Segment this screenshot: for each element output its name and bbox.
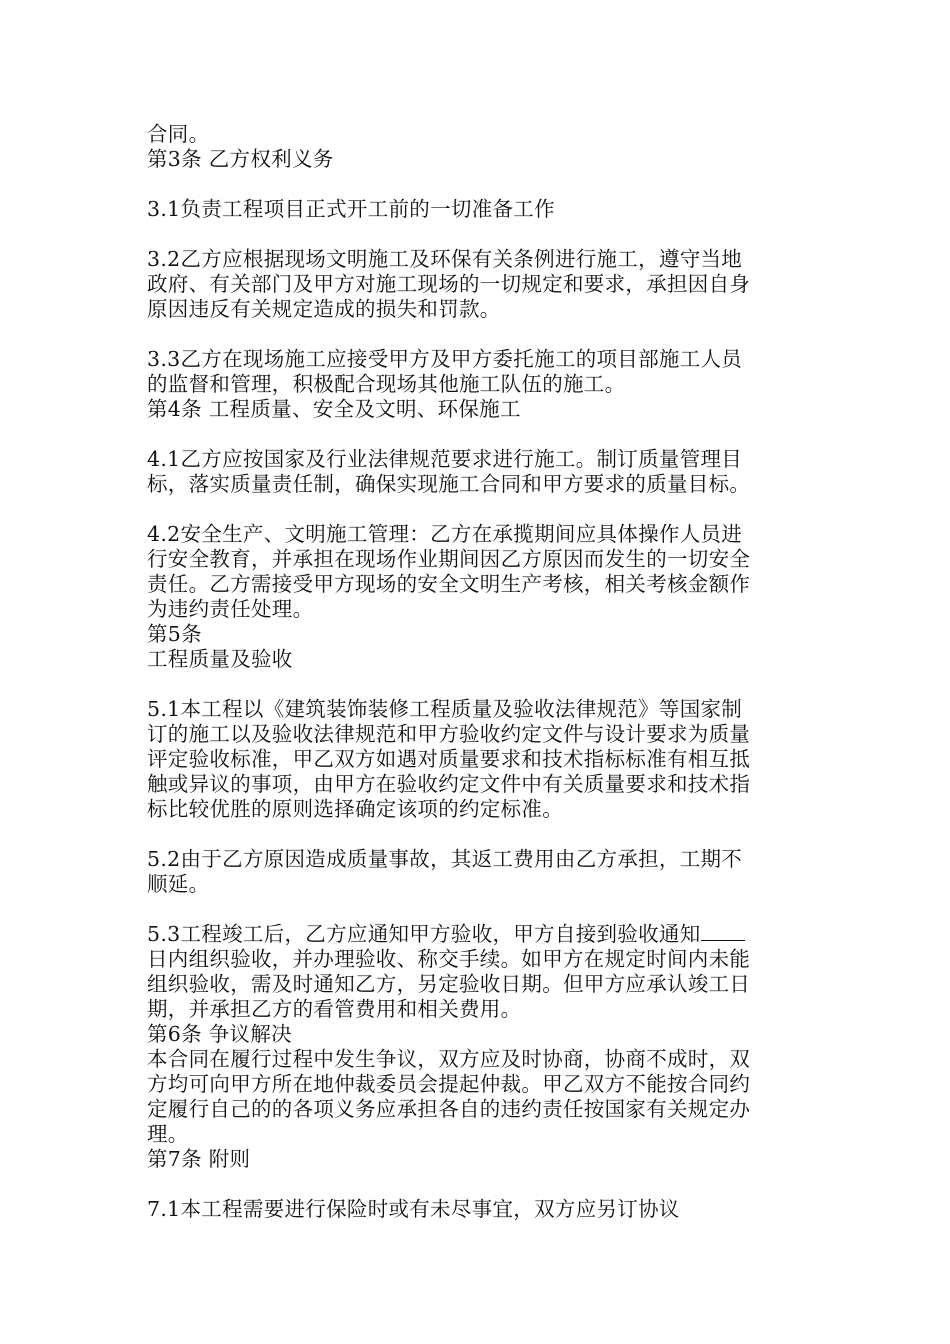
paragraph-gap — [147, 222, 809, 247]
document-page — [147, 122, 809, 1222]
section-heading: 第5条 — [147, 622, 202, 646]
text-line-with-blank — [147, 922, 809, 947]
text-line: 5.3工程竣工后，乙方应通知甲方验收，甲方自接到验收通知 — [147, 922, 701, 946]
text-line: 顺延。 — [147, 872, 210, 896]
text-line: 5.2由于乙方原因造成质量事故，其返工费用由乙方承担，工期不 — [147, 847, 743, 871]
text-line: 日内组织验收，并办理验收、称交手续。如甲方在规定时间内未能 — [147, 947, 751, 971]
paragraph-gap — [147, 1172, 809, 1197]
text-line: 7.1本工程需要进行保险时或有未尽事宜，双方应另订协议 — [147, 1197, 680, 1221]
text-line: 原因违反有关规定造成的损失和罚款。 — [147, 297, 501, 321]
paragraph-gap — [147, 422, 809, 447]
text-line: 标比较优胜的原则选择确定该项的约定标准。 — [147, 797, 563, 821]
text-line: 标，落实质量责任制，确保实现施工合同和甲方要求的质量目标。 — [147, 472, 751, 496]
text-line: 组织验收，需及时通知乙方，另定验收日期。但甲方应承认竣工日 — [147, 972, 751, 996]
text-line: 3.3乙方在现场施工应接受甲方及甲方委托施工的项目部施工人员 — [147, 347, 743, 371]
text-line: 5.1本工程以《建筑装饰装修工程质量及验收法律规范》等国家制 — [147, 697, 743, 721]
text-line: 合同。 — [147, 122, 210, 146]
paragraph-gap — [147, 172, 809, 197]
paragraph-gap — [147, 322, 809, 347]
text-line: 触或异议的事项，由甲方在验收约定文件中有关质量要求和技术指 — [147, 772, 751, 796]
text-line: 3.2乙方应根据现场文明施工及环保有关条例进行施工，遵守当地 — [147, 247, 743, 271]
text-line: 行安全教育，并承担在现场作业期间因乙方原因而发生的一切安全 — [147, 547, 751, 571]
paragraph-gap — [147, 822, 809, 847]
text-line: 的监督和管理，积极配合现场其他施工队伍的施工。 — [147, 372, 626, 396]
text-line: 期，并承担乙方的看管费用和相关费用。 — [147, 997, 522, 1021]
section-heading: 第4条 工程质量、安全及文明、环保施工 — [147, 397, 521, 421]
fill-in-blank — [701, 922, 745, 941]
section-heading: 第6条 争议解决 — [147, 1022, 292, 1046]
text-line: 方均可向甲方所在地仲裁委员会提起仲裁。甲乙双方不能按合同约 — [147, 1072, 751, 1096]
text-line: 理。 — [147, 1122, 189, 1146]
section-heading: 工程质量及验收 — [147, 647, 293, 671]
section-heading: 第3条 乙方权利义务 — [147, 147, 334, 171]
text-line: 3.1负责工程项目正式开工前的一切准备工作 — [147, 197, 555, 221]
text-line: 本合同在履行过程中发生争议，双方应及时协商，协商不成时，双 — [147, 1047, 751, 1071]
text-line: 订的施工以及验收法律规范和甲方验收约定文件与设计要求为质量 — [147, 722, 751, 746]
text-line: 为违约责任处理。 — [147, 597, 314, 621]
paragraph-gap — [147, 672, 809, 697]
text-line: 4.1乙方应按国家及行业法律规范要求进行施工。制订质量管理目 — [147, 447, 743, 471]
paragraph-gap — [147, 497, 809, 522]
text-line: 定履行自己的的各项义务应承担各自的违约责任按国家有关规定办 — [147, 1097, 751, 1121]
paragraph-gap — [147, 897, 809, 922]
text-line: 政府、有关部门及甲方对施工现场的一切规定和要求，承担因自身 — [147, 272, 751, 296]
text-line: 责任。乙方需接受甲方现场的安全文明生产考核，相关考核金额作 — [147, 572, 751, 596]
text-line: 4.2安全生产、文明施工管理：乙方在承揽期间应具体操作人员进 — [147, 522, 743, 546]
section-heading: 第7条 附则 — [147, 1147, 251, 1171]
text-line: 评定验收标准，甲乙双方如遇对质量要求和技术指标标准有相互抵 — [147, 747, 751, 771]
